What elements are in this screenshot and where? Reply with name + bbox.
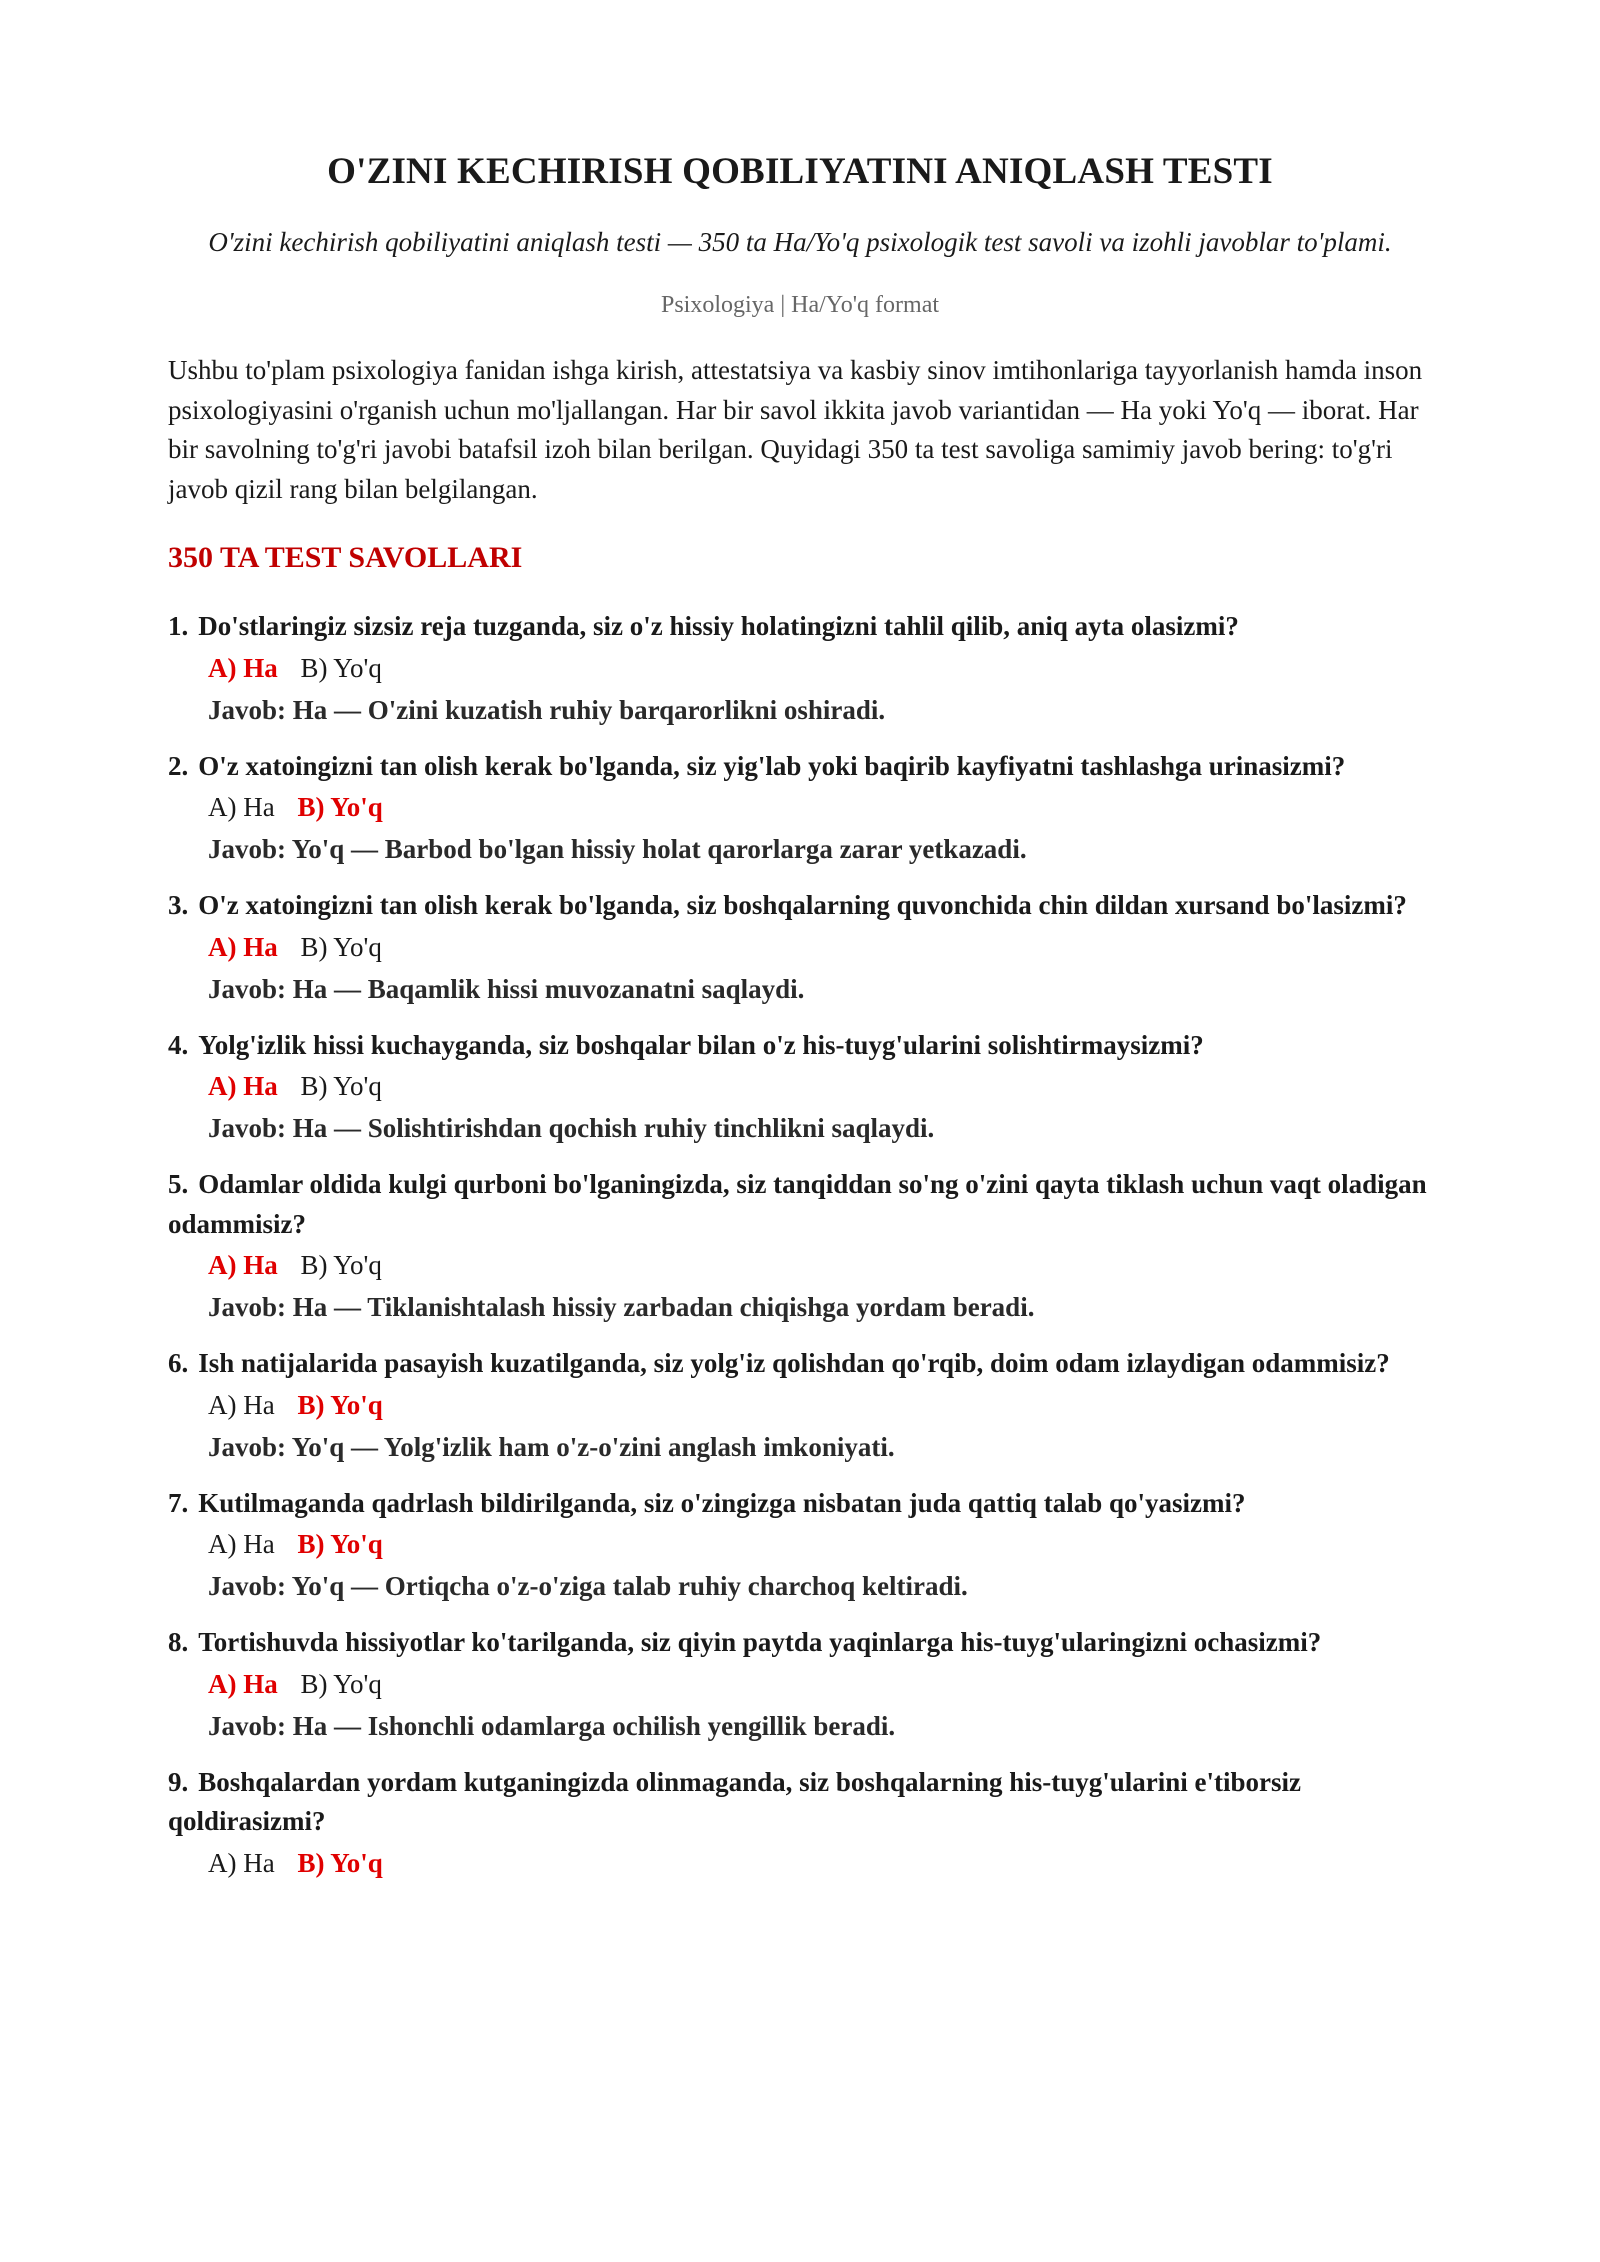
option-b[interactable]: B) Yo'q — [300, 1668, 382, 1699]
option-b[interactable]: B) Yo'q — [300, 652, 382, 683]
document-page — [168, 150, 1432, 1900]
option-b[interactable]: B) Yo'q — [297, 1389, 383, 1420]
question-number: 5. — [168, 1169, 189, 1199]
answer-explanation: Javob: Yo'q — Barbod bo'lgan hissiy holat qarorlarga zarar yetkazadi. — [208, 834, 1027, 864]
question-number: 3. — [168, 890, 189, 920]
option-b[interactable]: B) Yo'q — [300, 1250, 382, 1280]
question-text — [168, 1623, 1432, 1663]
answer-explanation: Javob: Yo'q — Yolg'izlik ham o'z-o'zini anglash imkoniyati. — [208, 1431, 895, 1462]
option-a[interactable]: A) Ha — [208, 652, 278, 683]
question-body: Odamlar oldida kulgi qurboni bo'lganingizda, siz tanqiddan so'ng o'zini qayta tiklash uchun vaqt oladigan odammisiz? — [168, 1169, 1427, 1239]
question-text — [168, 747, 1432, 787]
question-text — [168, 607, 1432, 647]
question-item — [168, 1763, 1432, 1884]
answer-explanation: Javob: Ha — Tiklanishtalash hissiy zarbadan chiqishga yordam beradi. — [208, 1292, 1035, 1322]
question-body: Yolg'izlik hissi kuchayganda, siz boshqalar bilan o'z his-tuyg'ularini solishtirmaysizmi? — [198, 1029, 1204, 1060]
question-text — [168, 1763, 1432, 1842]
question-number: 1. — [168, 611, 189, 641]
option-b[interactable]: B) Yo'q — [300, 931, 382, 962]
question-number: 7. — [168, 1487, 189, 1518]
question-number: 4. — [168, 1029, 189, 1060]
option-b[interactable]: B) Yo'q — [297, 792, 383, 822]
answer-explanation: Javob: Ha — Baqamlik hissi muvozanatni saqlaydi. — [208, 973, 805, 1004]
question-number: 6. — [168, 1348, 189, 1378]
answer-explanation: Javob: Ha — Solishtirishdan qochish ruhiy tinchlikni saqlaydi. — [208, 1113, 935, 1143]
question-text — [168, 1344, 1432, 1384]
document-title: O'ZINI KECHIRISH QOBILIYATINI ANIQLASH TESTI — [327, 151, 1273, 192]
answer-options — [208, 926, 1432, 968]
question-body: Tortishuvda hissiyotlar ko'tarilganda, siz qiyin paytda yaqinlarga his-tuyg'ularingizni ochasizmi? — [198, 1627, 1322, 1657]
option-a[interactable]: A) Ha — [208, 1389, 275, 1420]
question-number: 2. — [168, 750, 189, 781]
question-text — [168, 886, 1432, 926]
section-heading: 350 TA TEST SAVOLLARI — [168, 541, 523, 574]
answer-options — [208, 1842, 1432, 1884]
question-item — [168, 1026, 1432, 1150]
option-a[interactable]: A) Ha — [208, 1071, 278, 1101]
answer-options — [208, 647, 1432, 689]
answer-options — [208, 1523, 1432, 1565]
document-subtitle: O'zini kechirish qobiliyatini aniqlash testi — 350 ta Ha/Yo'q psixologik test savoli va izohli javoblar to'plami. — [208, 227, 1392, 257]
intro-paragraph: Ushbu to'plam psixologiya fanidan ishga kirish, attestatsiya va kasbiy sinov imtihonlariga tayyorlanish hamda inson psixologiyasini o'rganish uchun mo'ljallangan. Har bir savol ikkita javob variantidan — Ha yoki Yo'q — iborat. Har bir savolning to'g'ri javobi batafsil izoh bilan berilgan. Quyidagi 350 ta test savoliga samimiy javob bering: to'g'ri javob qizil rang bilan belgilangan. — [168, 355, 1423, 504]
question-body: Boshqalardan yordam kutganingizda olinmaganda, siz boshqalarning his-tuyg'ularini e'tiborsiz qoldirasizmi? — [168, 1766, 1301, 1836]
answer-explanation: Javob: Ha — O'zini kuzatish ruhiy barqarorlikni oshiradi. — [208, 694, 886, 725]
question-body: Kutilmaganda qadrlash bildirilganda, siz o'zingizga nisbatan juda qattiq talab qo'yasizmi? — [198, 1487, 1246, 1518]
question-number: 8. — [168, 1627, 189, 1657]
question-item — [168, 1623, 1432, 1747]
option-b[interactable]: B) Yo'q — [297, 1847, 383, 1878]
question-number: 9. — [168, 1766, 189, 1797]
option-a[interactable]: A) Ha — [208, 1668, 278, 1699]
option-a[interactable]: A) Ha — [208, 1250, 278, 1280]
answer-options — [208, 1244, 1432, 1286]
question-item — [168, 1165, 1432, 1328]
question-item — [168, 1344, 1432, 1468]
question-body: O'z xatoingizni tan olish kerak bo'lganda, siz yig'lab yoki baqirib kayfiyatni tashlashga urinasizmi? — [198, 750, 1346, 781]
answer-explanation: Javob: Ha — Ishonchli odamlarga ochilish yengillik beradi. — [208, 1710, 896, 1741]
question-body: Do'stlaringiz sizsiz reja tuzganda, siz o'z hissiy holatingizni tahlil qilib, aniq ayta olasizmi? — [198, 611, 1239, 641]
question-text — [168, 1026, 1432, 1066]
question-item — [168, 886, 1432, 1010]
option-b[interactable]: B) Yo'q — [297, 1529, 383, 1559]
question-text — [168, 1484, 1432, 1524]
answer-options — [208, 786, 1432, 828]
question-item — [168, 607, 1432, 731]
option-a[interactable]: A) Ha — [208, 792, 275, 822]
answer-options — [208, 1663, 1432, 1705]
option-b[interactable]: B) Yo'q — [300, 1071, 382, 1101]
question-body: Ish natijalarida pasayish kuzatilganda, siz yolg'iz qolishdan qo'rqib, doim odam izlaydigan odammisiz? — [198, 1348, 1390, 1378]
answer-options — [208, 1065, 1432, 1107]
question-body: O'z xatoingizni tan olish kerak bo'lganda, siz boshqalarning quvonchida chin dildan xursand bo'lasizmi? — [198, 890, 1407, 920]
question-item — [168, 747, 1432, 871]
question-list — [168, 607, 1432, 1884]
answer-explanation: Javob: Yo'q — Ortiqcha o'z-o'ziga talab ruhiy charchoq keltiradi. — [208, 1571, 968, 1601]
document-meta: Psixologiya | Ha/Yo'q format — [660, 292, 940, 318]
answer-options — [208, 1384, 1432, 1426]
option-a[interactable]: A) Ha — [208, 931, 278, 962]
question-text — [168, 1165, 1432, 1244]
option-a[interactable]: A) Ha — [208, 1529, 275, 1559]
option-a[interactable]: A) Ha — [208, 1847, 275, 1878]
question-item — [168, 1484, 1432, 1608]
